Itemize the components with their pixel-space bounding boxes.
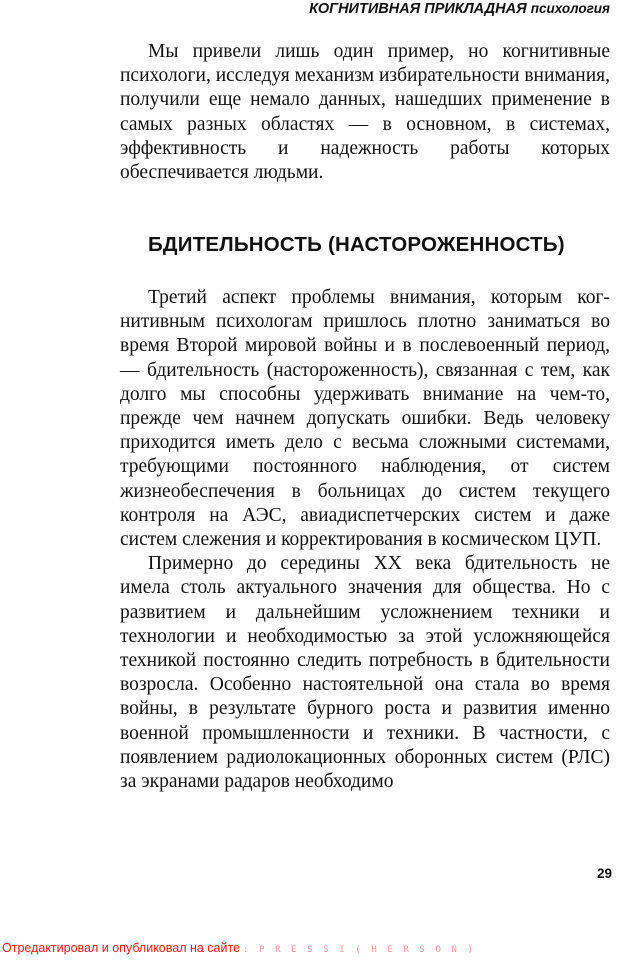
section-heading: БДИТЕЛЬНОСТЬ (НАСТОРОЖЕННОСТЬ) — [148, 233, 565, 256]
running-head — [309, 0, 610, 18]
body-paragraph-2: Примерно до середины XX века бдительность не имела столь актуального значения для общества. Но с развитием и дальнейшим усложнением техники и технологии и необходимостью за этой усложняющейся техникой постоянно следить потребность в бдительности возросла. Особенно настоятельной она стала во время войны, в результате бурного роста и развития именно военной промышленности и техники. В частности, с появлением радиолокационных оборонных систем (РЛС) за экранами радаров необходимо — [120, 553, 610, 793]
footer-credit-text: Отредактировал и опубликовал на сайте — [2, 941, 241, 955]
body-text-block — [120, 286, 610, 794]
body-paragraph-1: Третий аспект проблемы внимания, которым когнитивным психологам пришлось плотно заниматься во время Второй мировой войны и в послевоенный период, — бдительность (настороженность), связанная с тем, как долго мы способны удерживать внимание на чем-то, прежде чем начнем допускать ошибки. Ведь человеку приходится иметь дело с весьма сложными системами, требующими постоянного наблюдения, от систем жизнеобеспечения в больницах до систем текущего контроля на АЭС, авиадиспетчерских систем и даже систем слежения и корректирования в космическом ЦУП. — [120, 287, 610, 551]
intro-text-block — [120, 40, 610, 185]
page-number: 29 — [596, 866, 612, 881]
running-head-title: КОГНИТИВНАЯ ПРИКЛАДНАЯ — [309, 1, 527, 17]
footer-credit — [2, 941, 476, 958]
running-head-subtitle: психология — [530, 1, 610, 16]
footer-brand-watermark: : P R E S S I ( H E R S O N ) — [243, 945, 476, 955]
intro-paragraph: Мы привели лишь один пример, но когнитивные психологи, исследуя механизм избирательности внимания, получили еще немало данных, нашедших применение в самых разных областях — в основном, в системах, эффективность и надежность работы которых обеспечивается людьми. — [120, 41, 611, 184]
